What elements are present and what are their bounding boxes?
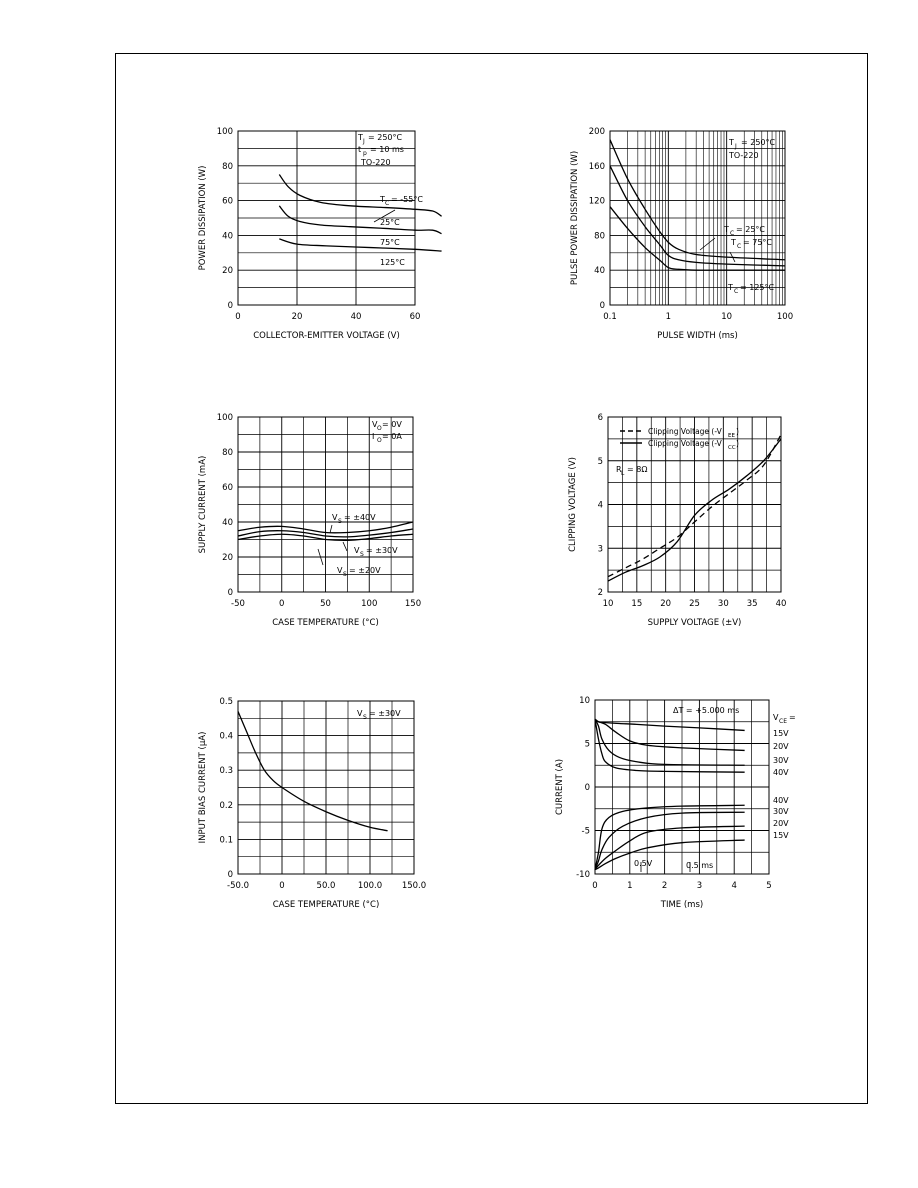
y-axis-label: PULSE POWER DISSIPATION (W) bbox=[570, 150, 580, 286]
chart-annotation: 0.5 ms bbox=[686, 861, 714, 870]
series-line-1 bbox=[595, 719, 745, 730]
chart-annotation: TO-220 bbox=[361, 158, 391, 167]
x-tick-label: 0 bbox=[279, 599, 285, 609]
chart-annotation: = 250°C bbox=[368, 133, 403, 142]
chart-annotation: T bbox=[728, 283, 733, 292]
y-tick-label: 80 bbox=[222, 161, 233, 172]
y-tick-label: 0.3 bbox=[219, 766, 233, 777]
x-axis-label: TIME (ms) bbox=[660, 900, 704, 910]
y-axis-label: CLIPPING VOLTAGE (V) bbox=[568, 457, 578, 552]
y-tick-label: 2 bbox=[597, 588, 603, 598]
y-tick-label: 200 bbox=[588, 127, 605, 137]
x-tick-label: 10 bbox=[602, 599, 614, 609]
chart-annotation: T bbox=[380, 195, 385, 204]
chart-annotation: CE bbox=[779, 718, 787, 725]
chart-annotation: = 0A bbox=[382, 432, 402, 441]
y-tick-label: 20 bbox=[222, 266, 233, 277]
x-axis-label: PULSE WIDTH (ms) bbox=[657, 331, 738, 341]
y-tick-label: 5 bbox=[597, 456, 603, 467]
y-tick-label: 80 bbox=[594, 231, 605, 242]
y-tick-label: 0.1 bbox=[219, 835, 233, 846]
x-tick-label: 30 bbox=[717, 599, 729, 609]
x-tick-label: 20 bbox=[291, 312, 303, 322]
curve-label: 40V bbox=[773, 796, 789, 805]
x-tick-label: 10 bbox=[721, 312, 733, 322]
chart-annotation: V bbox=[332, 513, 338, 522]
chart-annotation: ΔT = +5.000 ms bbox=[673, 706, 740, 715]
chart-annotation: T bbox=[358, 133, 363, 142]
y-tick-label: 0 bbox=[584, 783, 590, 793]
chart-annotation: C bbox=[730, 230, 735, 237]
x-tick-label: -50.0 bbox=[227, 881, 249, 891]
chart-annotation: V bbox=[337, 566, 343, 575]
y-tick-label: 100 bbox=[216, 413, 233, 423]
x-tick-label: 50.0 bbox=[316, 881, 336, 891]
chart-annotation: O bbox=[377, 425, 382, 432]
x-tick-label: 100 bbox=[361, 599, 378, 609]
chart-annotation: = 0V bbox=[382, 420, 402, 429]
x-tick-label: 0 bbox=[235, 312, 241, 322]
x-tick-label: 15 bbox=[631, 599, 643, 609]
x-tick-label: 20 bbox=[660, 599, 672, 609]
x-tick-label: 0 bbox=[279, 881, 285, 891]
curve-label: 30V bbox=[773, 756, 789, 765]
x-tick-label: 2 bbox=[661, 881, 668, 891]
legend-entry: CC bbox=[728, 445, 736, 451]
y-tick-label: 0.4 bbox=[219, 731, 233, 742]
x-tick-label: 100.0 bbox=[357, 881, 383, 891]
chart-annotation: 125°C bbox=[380, 258, 405, 267]
legend-entry: Clipping Voltage (-V bbox=[648, 427, 722, 436]
chart-annotation: C bbox=[385, 200, 390, 207]
chart-annotation: I bbox=[372, 432, 375, 441]
chart-annotation: = ±30V bbox=[366, 546, 398, 555]
y-tick-label: 60 bbox=[222, 483, 233, 493]
legend-entry: ) bbox=[736, 427, 739, 436]
chart-annotation: t bbox=[358, 145, 362, 154]
x-axis-label: COLLECTOR-EMITTER VOLTAGE (V) bbox=[253, 331, 400, 341]
chart-annotation: S bbox=[360, 551, 364, 558]
chart-annotation: T bbox=[724, 225, 729, 234]
chart-annotation: = 8Ω bbox=[627, 465, 648, 474]
curve-label: 20V bbox=[773, 819, 789, 828]
chart-annotation: = 10 ms bbox=[370, 145, 404, 154]
x-tick-label: 40 bbox=[775, 599, 787, 609]
curve-label: 15V bbox=[773, 831, 789, 840]
x-axis-label: CASE TEMPERATURE (°C) bbox=[272, 618, 379, 628]
chart-annotation: S bbox=[343, 571, 347, 578]
x-tick-label: 0.1 bbox=[603, 312, 617, 322]
x-tick-label: 100 bbox=[776, 312, 794, 322]
y-tick-label: 5 bbox=[584, 739, 590, 750]
chart-annotation: J bbox=[363, 138, 365, 145]
y-tick-label: 60 bbox=[222, 196, 233, 207]
chart-annotation: T bbox=[729, 138, 734, 147]
y-tick-label: 4 bbox=[597, 500, 603, 511]
y-axis-label: CURRENT (A) bbox=[555, 758, 565, 816]
y-axis-label: INPUT BIAS CURRENT (µA) bbox=[198, 731, 208, 844]
chart-annotation: = ±20V bbox=[349, 566, 381, 575]
chart-annotation: = -55°C bbox=[391, 195, 423, 204]
chart-annotation: V bbox=[773, 713, 779, 722]
x-tick-label: 3 bbox=[696, 881, 703, 891]
y-tick-label: 10 bbox=[579, 696, 590, 706]
y-tick-label: 0 bbox=[227, 301, 233, 311]
y-tick-label: 160 bbox=[588, 161, 605, 172]
y-axis-label: SUPPLY CURRENT (mA) bbox=[198, 455, 208, 554]
x-tick-label: 50 bbox=[320, 599, 331, 609]
y-tick-label: 3 bbox=[597, 544, 603, 555]
chart-annotation: = 75°C bbox=[743, 238, 773, 247]
x-tick-label: 150.0 bbox=[401, 881, 427, 891]
y-tick-label: 100 bbox=[216, 127, 233, 137]
grid bbox=[595, 700, 769, 874]
chart-annotation: T bbox=[731, 238, 736, 247]
legend-entry: EE bbox=[728, 433, 735, 439]
chart-annotation: 25°C bbox=[380, 218, 400, 227]
series-line-8 bbox=[595, 840, 745, 870]
chart-annotation: S bbox=[363, 714, 367, 721]
chart-annotation: = 250°C bbox=[741, 138, 776, 147]
y-tick-label: 40 bbox=[594, 266, 605, 277]
x-tick-label: 0 bbox=[592, 881, 598, 891]
x-axis-label: SUPPLY VOLTAGE (±V) bbox=[647, 618, 742, 628]
y-tick-label: 40 bbox=[222, 231, 233, 242]
x-tick-label: 40 bbox=[350, 312, 362, 322]
x-tick-label: 60 bbox=[409, 312, 421, 322]
y-tick-label: -10 bbox=[576, 870, 590, 880]
x-tick-label: 25 bbox=[689, 599, 700, 609]
chart-annotation: V bbox=[372, 420, 378, 429]
chart-annotation: = 25°C bbox=[736, 225, 766, 234]
y-tick-label: 120 bbox=[588, 196, 605, 207]
y-tick-label: 40 bbox=[222, 518, 233, 528]
curve-label: 30V bbox=[773, 807, 789, 816]
y-axis-label: POWER DISSIPATION (W) bbox=[198, 165, 208, 271]
y-tick-label: 0 bbox=[227, 870, 233, 880]
chart-annotation: R bbox=[616, 465, 622, 474]
y-tick-label: 0.2 bbox=[219, 800, 233, 811]
y-tick-label: -5 bbox=[581, 826, 590, 837]
chart-annotation: J bbox=[735, 143, 737, 150]
chart-annotation: C bbox=[734, 288, 739, 295]
x-tick-label: 1 bbox=[665, 312, 672, 322]
series-line-5 bbox=[595, 805, 745, 869]
chart-annotation: p bbox=[363, 150, 367, 157]
legend-entry: Clipping Voltage (-V bbox=[648, 439, 722, 448]
x-tick-label: 150 bbox=[404, 599, 422, 609]
curve-label: 15V bbox=[773, 729, 789, 738]
chart-annotation: = ±40V bbox=[344, 513, 376, 522]
chart-annotation: 0.5V bbox=[634, 859, 653, 868]
x-tick-label: -50 bbox=[231, 599, 245, 609]
curve-label: 40V bbox=[773, 768, 789, 777]
chart-annotation: V bbox=[354, 546, 360, 555]
y-tick-label: 20 bbox=[222, 553, 233, 563]
chart-annotation: C bbox=[737, 243, 742, 250]
y-tick-label: 0.5 bbox=[219, 697, 233, 707]
chart-annotation: = 125°C bbox=[740, 283, 775, 292]
y-tick-label: 0 bbox=[227, 588, 233, 598]
chart-annotation: L bbox=[621, 470, 625, 477]
y-tick-label: 0 bbox=[599, 301, 605, 311]
chart-annotation: 75°C bbox=[380, 238, 400, 247]
legend-entry: ) bbox=[736, 439, 739, 448]
chart-annotation: S bbox=[338, 518, 342, 525]
x-axis-label: CASE TEMPERATURE (°C) bbox=[272, 900, 380, 910]
curve-label: 20V bbox=[773, 742, 789, 751]
chart-annotation: O bbox=[377, 437, 382, 444]
chart-annotation: = bbox=[789, 713, 796, 722]
y-tick-label: 6 bbox=[597, 413, 603, 423]
chart-annotation: V bbox=[357, 709, 363, 718]
x-tick-label: 4 bbox=[731, 881, 737, 891]
y-tick-label: 80 bbox=[222, 448, 233, 458]
x-tick-label: 5 bbox=[766, 881, 772, 891]
x-tick-label: 35 bbox=[746, 599, 758, 609]
series-line-7 bbox=[595, 826, 745, 870]
chart-annotation: TO-220 bbox=[729, 151, 759, 160]
chart-annotation: = ±30V bbox=[369, 709, 401, 718]
x-tick-label: 1 bbox=[627, 881, 633, 891]
